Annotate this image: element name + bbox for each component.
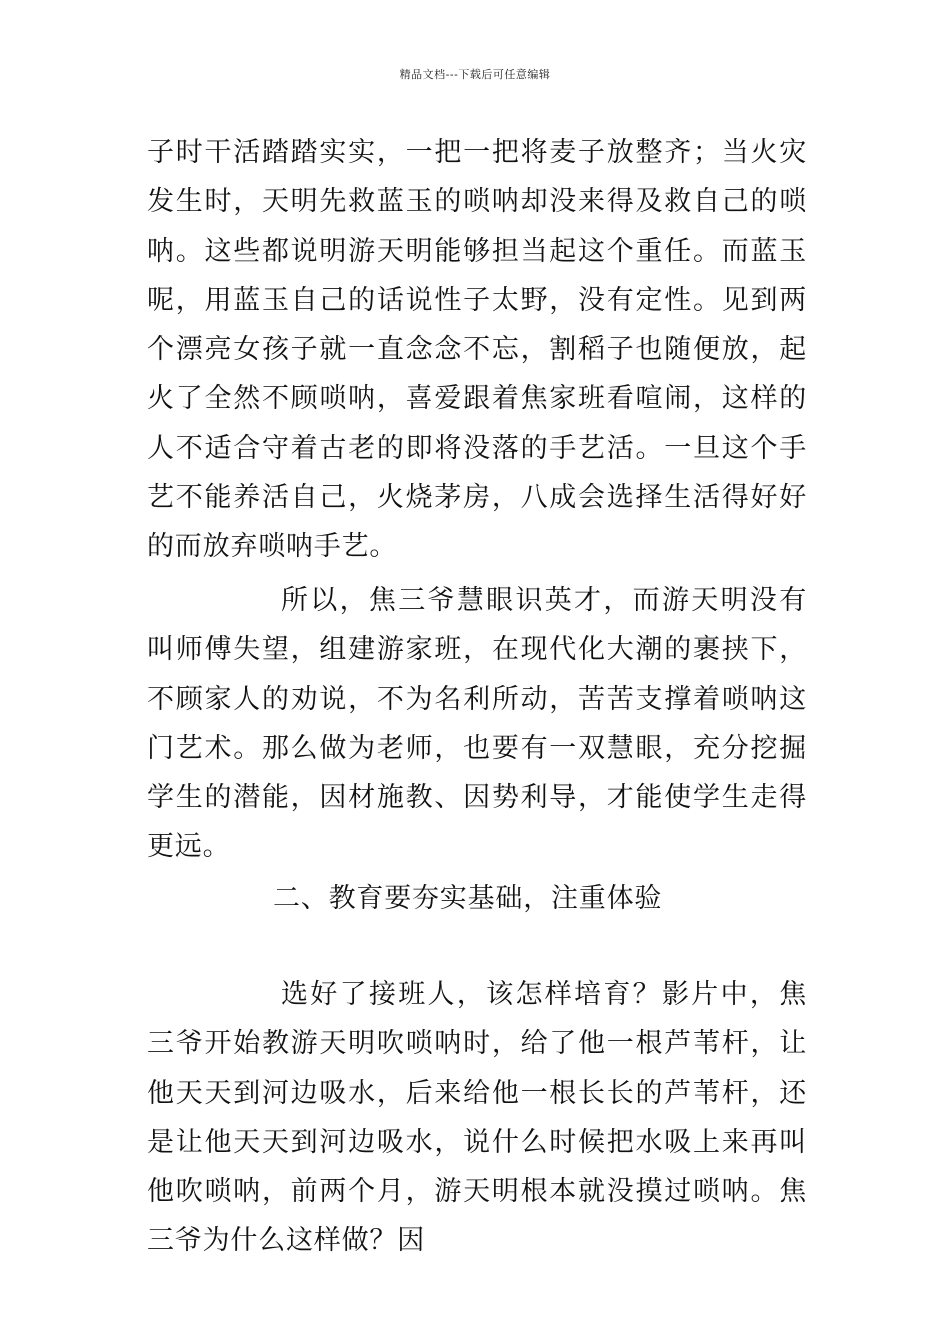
paragraph-1: 子时干活踏踏实实，一把一把将麦子放整齐；当火灾发生时，天明先救蓝玉的唢呐却没来得及救自己的唢呐。这些都说明游天明能够担当起这个重任。而蓝玉呢，用蓝玉自己的话说性子太野，没有定性。见到两个漂亮女孩子就一直念念不忘，割稻子也随便放，起火了全然不顾唢呐，喜爱跟着焦家班看喧闹，这样的人不适合守着古老的即将没落的手艺活。一旦这个手艺不能养活自己，火烧茅房，八成会选择生活得好好的而放弃唢呐手艺。 — [147, 137, 807, 563]
page-header-note: 精品文档---下载后可任意编辑 — [399, 68, 551, 81]
paragraph-3: 选好了接班人，该怎样培育？影片中，焦三爷开始教游天明吹唢呐时，给了他一根芦苇杆，让他天天到河边吸水，后来给他一根长长的芦苇杆，还是让他天天到河边吸水，说什么时候把水吸上来再叫他吹唢呐，前两个月，游天明根本就没摸过唢呐。焦三爷为什么这样做？因 — [147, 979, 807, 1257]
paragraph-2: 所以，焦三爷慧眼识英才，而游天明没有叫师傅失望，组建游家班，在现代化大潮的裹挟下，不顾家人的劝说，不为名利所动，苦苦支撑着唢呐这门艺术。那么做为老师，也要有一双慧眼，充分挖掘学生的潜能，因材施教、因势利导，才能使学生走得更远。 — [147, 585, 807, 863]
section-heading: 二、教育要夯实基础，注重体验 — [273, 883, 663, 914]
